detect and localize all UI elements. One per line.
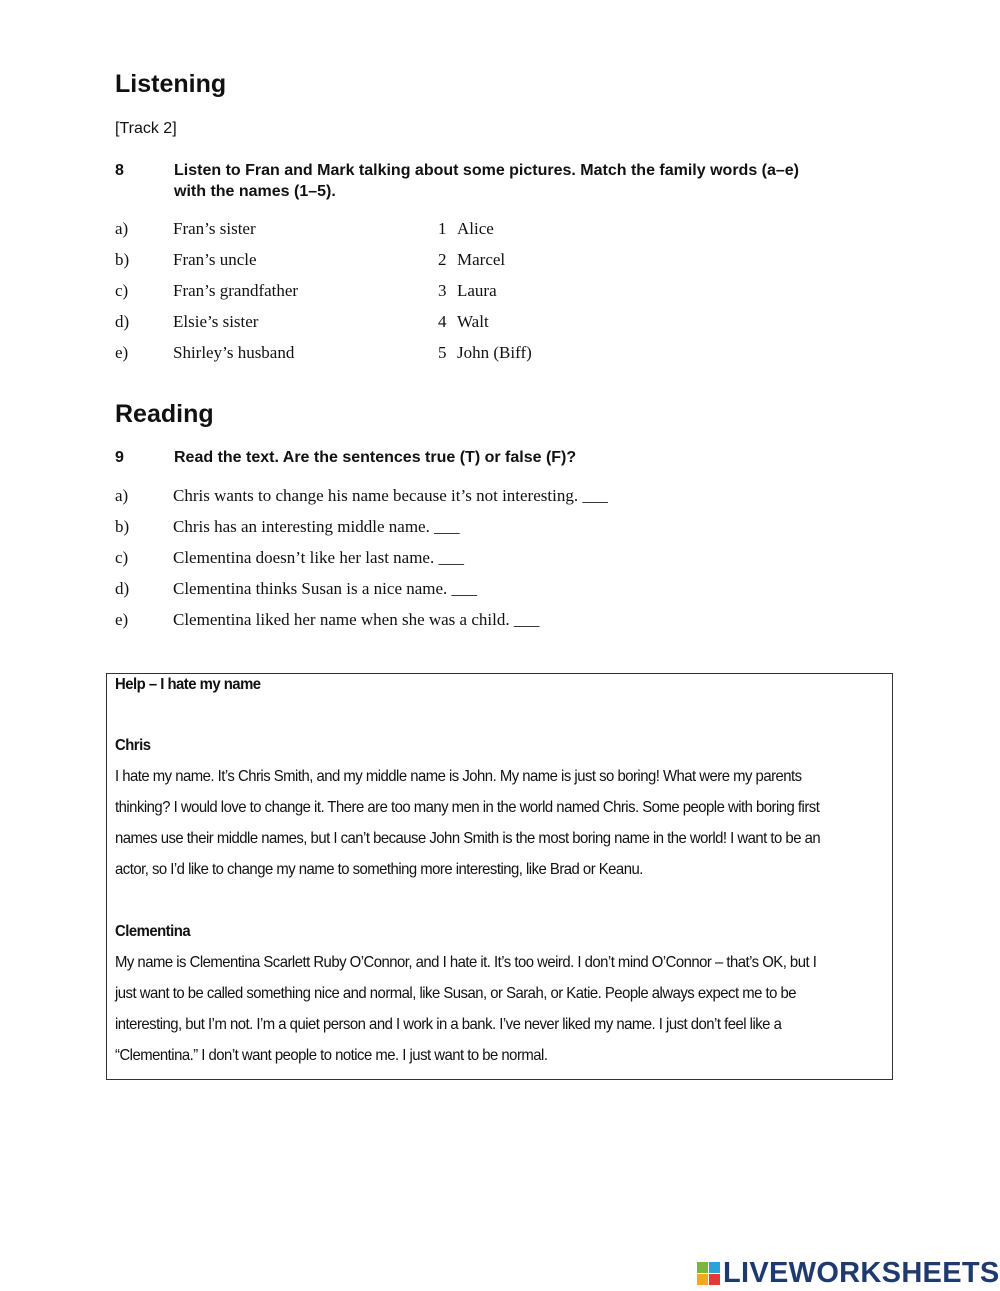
item-letter: c) (115, 548, 129, 567)
name-number: 3 (438, 281, 447, 300)
true-false-sentence: Clementina thinks Susan is a nice name. ___ (173, 579, 478, 598)
family-word: Shirley’s husband (173, 343, 295, 362)
name-option: Laura (457, 281, 497, 300)
text-line: My name is Clementina Scarlett Ruby O’Connor, and I hate it. It’s too weird. I don’t mind O’Connor – that’s OK, but I (115, 954, 817, 971)
text-line: just want to be called something nice and normal, like Susan, or Sarah, or Katie. People always expect me to be (115, 985, 797, 1002)
true-false-sentence: Chris has an interesting middle name. ___ (173, 517, 460, 536)
item-letter: d) (115, 579, 130, 598)
text-line: I hate my name. It’s Chris Smith, and my middle name is John. My name is just so boring! What were my parents (115, 768, 802, 785)
track-label: [Track 2] (115, 120, 177, 137)
item-letter: e) (115, 343, 129, 362)
name-option: Alice (457, 219, 494, 238)
item-letter: a) (115, 219, 129, 238)
item-letter: e) (115, 610, 129, 629)
true-false-sentence: Clementina doesn’t like her last name. ___ (173, 548, 464, 567)
item-letter: a) (115, 486, 129, 505)
name-option: Walt (457, 312, 489, 331)
listening-heading: Listening (115, 70, 227, 98)
text-line: interesting, but I’m not. I’m a quiet person and I work in a bank. I’ve never liked my name. I just don’t feel like a (115, 1016, 782, 1033)
reading-heading: Reading (115, 400, 214, 428)
question-number: 9 (115, 449, 124, 466)
section-name: Clementina (115, 923, 191, 940)
name-number: 2 (438, 250, 447, 269)
name-option: John (Biff) (457, 343, 532, 362)
logo-tiles-icon (697, 1262, 720, 1285)
name-option: Marcel (457, 250, 506, 269)
question-text-line2: with the names (1–5). (174, 183, 336, 200)
text-line: names use their middle names, but I can’t because John Smith is the most boring name in the world! I want to be an (115, 830, 821, 847)
item-letter: b) (115, 517, 130, 536)
text-line: “Clementina.” I don’t want people to notice me. I just want to be normal. (115, 1047, 548, 1064)
item-letter: d) (115, 312, 130, 331)
family-word: Fran’s grandfather (173, 281, 299, 300)
true-false-sentence: Clementina liked her name when she was a child. ___ (173, 610, 540, 629)
text-title: Help – I hate my name (115, 676, 261, 693)
family-word: Elsie’s sister (173, 312, 259, 331)
true-false-sentence: Chris wants to change his name because it’s not interesting. ___ (173, 486, 608, 505)
name-number: 1 (438, 219, 447, 238)
question-text: Listen to Fran and Mark talking about some pictures. Match the family words (a–e) (174, 162, 800, 179)
family-word: Fran’s sister (173, 219, 256, 238)
item-letter: c) (115, 281, 129, 300)
family-word: Fran’s uncle (173, 250, 257, 269)
name-number: 4 (438, 312, 447, 331)
logo-text: LIVEWORKSHEETS (723, 1257, 1000, 1289)
name-number: 5 (438, 343, 447, 362)
text-line: actor, so I’d like to change my name to something more interesting, like Brad or Keanu. (115, 861, 643, 878)
question-number: 8 (115, 162, 124, 179)
item-letter: b) (115, 250, 130, 269)
question-text: Read the text. Are the sentences true (T) or false (F)? (174, 449, 577, 466)
section-name: Chris (115, 737, 151, 754)
text-line: thinking? I would love to change it. There are too many men in the world named Chris. Some people with boring first (115, 799, 820, 816)
liveworksheets-logo (697, 1257, 1000, 1290)
